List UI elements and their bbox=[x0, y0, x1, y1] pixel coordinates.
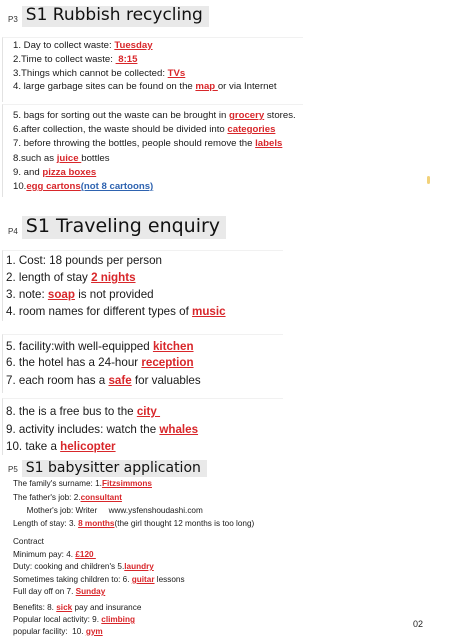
answer-line bbox=[13, 167, 96, 178]
line-text: 4. room names for different types of bbox=[6, 305, 193, 318]
line-text: 9. activity includes: watch the bbox=[6, 423, 160, 436]
answer-line bbox=[13, 110, 296, 121]
answer-text: 8:15 bbox=[115, 54, 138, 65]
answer-text: kitchen bbox=[152, 340, 194, 353]
section-code: P3 bbox=[8, 14, 18, 24]
answer-text: labels bbox=[255, 138, 283, 149]
answer-text: city bbox=[136, 405, 161, 418]
line-text: The family's surname: 1. bbox=[13, 479, 102, 488]
answer-text: map bbox=[195, 81, 218, 92]
line-text: stores. bbox=[264, 110, 296, 121]
answer-text: 2 nights bbox=[91, 271, 136, 284]
answer-text: Fitzsimmons bbox=[101, 479, 152, 488]
answer-line bbox=[6, 288, 154, 301]
section-title: S1 Rubbish recycling bbox=[22, 6, 209, 27]
answer-line bbox=[13, 68, 185, 79]
answer-line bbox=[13, 519, 254, 528]
answer-line bbox=[6, 440, 116, 453]
answer-text: sick bbox=[56, 603, 73, 612]
answer-line bbox=[13, 138, 282, 149]
line-text: Length of stay: 3. bbox=[13, 519, 79, 528]
section-code: P5 bbox=[8, 465, 18, 475]
answer-text: juice bbox=[56, 153, 82, 164]
line-text: Benefits: 8. bbox=[13, 603, 57, 612]
answer-line bbox=[13, 479, 152, 488]
answer-text: TVs bbox=[167, 68, 186, 79]
answer-text: whales bbox=[159, 423, 199, 436]
section-title: S1 Traveling enquiry bbox=[22, 216, 226, 239]
line-text: 9. and bbox=[13, 167, 43, 178]
section-header bbox=[8, 460, 207, 477]
answer-line bbox=[13, 493, 122, 502]
answer-note: (not 8 cartoons) bbox=[80, 181, 154, 192]
line-text: Duty: cooking and children's 5. bbox=[13, 562, 125, 571]
answer-text: helicopter bbox=[60, 440, 116, 453]
line-text: 6. the hotel has a 24-hour bbox=[6, 356, 142, 369]
section-title: S1 babysitter application bbox=[22, 460, 207, 477]
answer-text: Sunday bbox=[75, 587, 106, 596]
answer-line bbox=[13, 575, 185, 584]
answer-line bbox=[13, 603, 141, 612]
answer-text: safe bbox=[108, 374, 132, 387]
line-text: (the girl thought 12 months is too long) bbox=[114, 519, 255, 528]
answer-line bbox=[6, 340, 194, 353]
answer-text: categories bbox=[227, 124, 276, 135]
answer-text: music bbox=[192, 305, 226, 318]
line-text: Contract bbox=[13, 537, 44, 546]
answer-text: climbing bbox=[101, 615, 135, 624]
section-code: P4 bbox=[8, 226, 18, 236]
answer-text: laundry bbox=[124, 562, 154, 571]
answer-line bbox=[13, 550, 96, 559]
answer-text: £120 bbox=[75, 550, 96, 559]
line-text: 8. the is a free bus to the bbox=[6, 405, 137, 418]
line-text: 7. each room has a bbox=[6, 374, 109, 387]
answer-line bbox=[6, 271, 136, 284]
answer-text: grocery bbox=[229, 110, 265, 121]
answer-text: pizza boxes bbox=[42, 167, 97, 178]
answer-line bbox=[6, 405, 160, 418]
line-text: 3.Things which cannot be collected: bbox=[13, 68, 168, 79]
answer-line bbox=[13, 40, 153, 51]
answer-text: consultant bbox=[80, 493, 122, 502]
decorative-mark bbox=[427, 176, 430, 184]
answer-line bbox=[13, 587, 105, 596]
answer-text: guitar bbox=[131, 575, 155, 584]
line-text: for valuables bbox=[131, 374, 201, 387]
line-text: is not provided bbox=[74, 288, 154, 301]
line-text: Popular local activity: 9. bbox=[13, 615, 102, 624]
line-text: 10. take a bbox=[6, 440, 61, 453]
answer-line bbox=[13, 615, 135, 624]
line-text: 6.after collection, the waste should be divided into bbox=[13, 124, 228, 135]
answer-text: soap bbox=[47, 288, 75, 301]
line-text: pay and insurance bbox=[72, 603, 142, 612]
answer-text: Tuesday bbox=[114, 40, 153, 51]
answer-line bbox=[13, 153, 110, 164]
line-text: 4. large garbage sites can be found on the bbox=[13, 81, 196, 92]
line-text: 2.Time to collect waste: bbox=[13, 54, 116, 65]
line-text: Mother's job: Writer www.ysfenshoudashi.com bbox=[13, 506, 203, 515]
line-text: lessons bbox=[154, 575, 185, 584]
line-text: 7. before throwing the bottles, people should remove the bbox=[13, 138, 256, 149]
answer-line bbox=[6, 254, 162, 267]
line-text: 10. bbox=[13, 181, 27, 192]
line-text: bottles bbox=[81, 153, 110, 164]
answer-line bbox=[6, 356, 194, 369]
line-text: 1. Cost: 18 pounds per person bbox=[6, 254, 162, 267]
answer-line bbox=[13, 537, 44, 546]
answer-line bbox=[6, 374, 201, 387]
line-text: or via Internet bbox=[217, 81, 277, 92]
line-text: Sometimes taking children to: 6. bbox=[13, 575, 132, 584]
line-text: popular facility: 10. bbox=[13, 627, 86, 636]
answer-line bbox=[13, 506, 203, 515]
answer-line bbox=[13, 124, 275, 135]
answer-line bbox=[13, 562, 154, 571]
answer-text: gym bbox=[85, 627, 103, 636]
answer-line bbox=[13, 181, 153, 192]
line-text: 5. facility:with well-equipped bbox=[6, 340, 153, 353]
answer-line bbox=[13, 81, 277, 92]
answer-text: egg cartons bbox=[26, 181, 81, 192]
line-text: The father's job: 2. bbox=[13, 493, 81, 502]
line-text: Full day off on 7. bbox=[13, 587, 76, 596]
line-text: 2. length of stay bbox=[6, 271, 92, 284]
page-number: 02 bbox=[413, 619, 424, 629]
line-text: 8.such as bbox=[13, 153, 57, 164]
line-text: 1. Day to collect waste: bbox=[13, 40, 115, 51]
answer-text: 8 months bbox=[78, 519, 115, 528]
answer-line bbox=[6, 305, 226, 318]
line-text: 3. note: bbox=[6, 288, 48, 301]
line-text: 5. bags for sorting out the waste can be brought in bbox=[13, 110, 229, 121]
line-text: Minimum pay: 4. bbox=[13, 550, 76, 559]
section-header bbox=[8, 216, 226, 239]
answer-line bbox=[13, 54, 137, 65]
answer-line bbox=[6, 423, 198, 436]
answer-text: reception bbox=[141, 356, 194, 369]
section-header bbox=[8, 6, 209, 27]
